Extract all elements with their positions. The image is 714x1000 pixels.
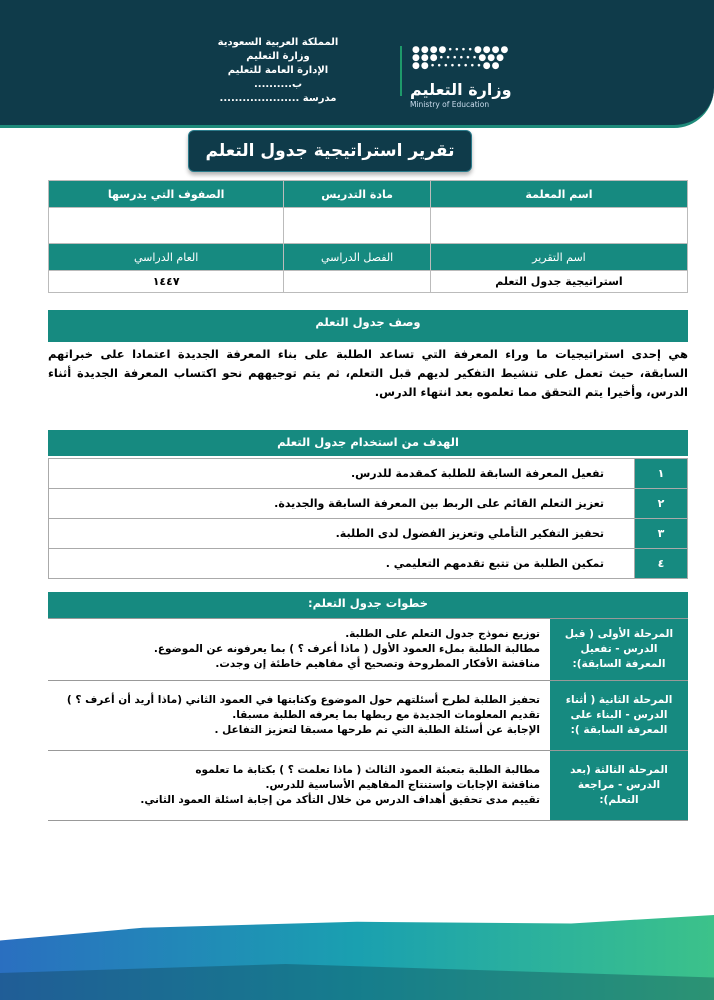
teacher-name-field[interactable] <box>430 208 687 244</box>
step-line: الإجابة عن أسئلة الطلبة التي تم طرحها مسبقا لتعزيز التفاعل . <box>214 724 540 736</box>
phase-content <box>48 681 550 751</box>
goal-number: ٣ <box>635 519 688 549</box>
step-line: مطالبة الطلبة بتعبئة العمود الثالث ( ماذا تعلمت ؟ ) بكتابة ما تعلموه <box>195 764 540 776</box>
step-line: مناقشة الأفكار المطروحة وتصحيح أي مفاهيم خاطئة إن وجدت. <box>215 658 540 670</box>
description-heading: وصف جدول التعلم <box>48 310 688 342</box>
step-line: تحفيز الطلبة لطرح أسئلتهم حول الموضوع وكتابتها في العمود الثاني (ماذا أريد أن أعرف ؟ ) <box>66 694 540 706</box>
page-title: تقرير استراتيجية جدول التعلم <box>188 130 472 172</box>
year-value: ١٤٤٧ <box>49 271 284 293</box>
ministry-label: وزارة التعليم <box>246 51 310 62</box>
ministry-logo <box>392 40 522 110</box>
teacher-name-header: اسم المعلمة <box>430 181 687 208</box>
goal-number: ٢ <box>635 489 688 519</box>
step-line: تقييم مدى تحقيق أهداف الدرس من خلال التأكد من إجابة اسئلة العمود الثاني. <box>140 794 540 806</box>
logo-dots-icon: ●●●●∙∙∙∙●●●● ●●●∙∙∙∙∙∙●●● ●●∙∙∙∙∙∙∙∙●● <box>412 45 510 71</box>
info-table <box>48 180 688 293</box>
goals-heading: الهدف من استخدام جدول التعلم <box>48 430 688 456</box>
steps-table <box>48 618 688 821</box>
semester-header: الفصل الدراسي <box>284 244 431 271</box>
goal-row <box>49 519 688 549</box>
phase-content <box>48 751 550 821</box>
goal-number: ٤ <box>635 549 688 579</box>
grades-field[interactable] <box>49 208 284 244</box>
steps-heading: خطوات جدول التعلم: <box>48 592 688 618</box>
step-line: مطالبة الطلبة بملء العمود الأول ( ماذا أعرف ؟ ) بما يعرفونه عن الموضوع. <box>153 643 540 655</box>
goals-table <box>48 458 688 579</box>
logo-english: Ministry of Education <box>410 100 490 109</box>
year-header: العام الدراسي <box>49 244 284 271</box>
country-label: المملكة العربية السعودية <box>217 37 339 48</box>
phase-label: المرحلة الثانية ( أثناء الدرس - البناء على المعرفة السابقة ): <box>550 681 688 751</box>
grades-header: الصفوف التي يدرسها <box>49 181 284 208</box>
header-band <box>0 0 714 128</box>
goal-row <box>49 459 688 489</box>
description-text: هي إحدى استراتيجيات ما وراء المعرفة التي تساعد الطلبة على بناء المعرفة الجديدة اعتمادا على خبراتهم السابقة، حيث تعمل على تنشيط التفكير لديهم قبل التعلم، ثم يتم توجيههم نحو اكتساب المعرفة الجديدة أثناء الدرس، وأخيرا يتم التحقق مما تعلموه بعد انتهاء الدرس. <box>48 347 688 399</box>
ministry-info <box>208 36 348 106</box>
subject-field[interactable] <box>284 208 431 244</box>
step-row <box>48 681 688 751</box>
phase-label: المرحلة الأولى ( قبل الدرس - تفعيل المعرفة السابقة): <box>550 619 688 681</box>
goal-text: تفعيل المعرفة السابقة للطلبة كمقدمة للدرس. <box>49 459 635 489</box>
report-name-value: استراتيجية جدول التعلم <box>430 271 687 293</box>
subject-header: مادة التدريس <box>284 181 431 208</box>
step-line: مناقشة الإجابات واستنتاج المفاهيم الأساسية للدرس. <box>265 779 540 791</box>
directorate-label: الإدارة العامة للتعليم ب.......... <box>227 65 329 90</box>
logo-divider <box>400 46 402 96</box>
goal-text: تعزيز التعلم القائم على الربط بين المعرفة السابقة والجديدة. <box>49 489 635 519</box>
goal-row <box>49 549 688 579</box>
report-name-header: اسم التقرير <box>430 244 687 271</box>
goal-row <box>49 489 688 519</box>
phase-label: المرحلة الثالثة (بعد الدرس - مراجعة التعلم): <box>550 751 688 821</box>
phase-content <box>48 619 550 681</box>
goal-text: تحفيز التفكير التأملي وتعزيز الفضول لدى الطلبة. <box>49 519 635 549</box>
step-row <box>48 751 688 821</box>
goal-text: تمكين الطلبة من تتبع تقدمهم التعليمي . <box>49 549 635 579</box>
semester-field[interactable] <box>284 271 431 293</box>
goal-number: ١ <box>635 459 688 489</box>
school-label: مدرسة ..................... <box>219 93 337 104</box>
step-row <box>48 619 688 681</box>
step-line: تقديم المعلومات الجديدة مع ربطها بما يعرفه الطلبة مسبقا. <box>232 709 540 721</box>
logo-arabic: وزارة التعليم <box>410 80 512 99</box>
step-line: توزيع نموذج جدول التعلم على الطلبة. <box>345 628 540 640</box>
